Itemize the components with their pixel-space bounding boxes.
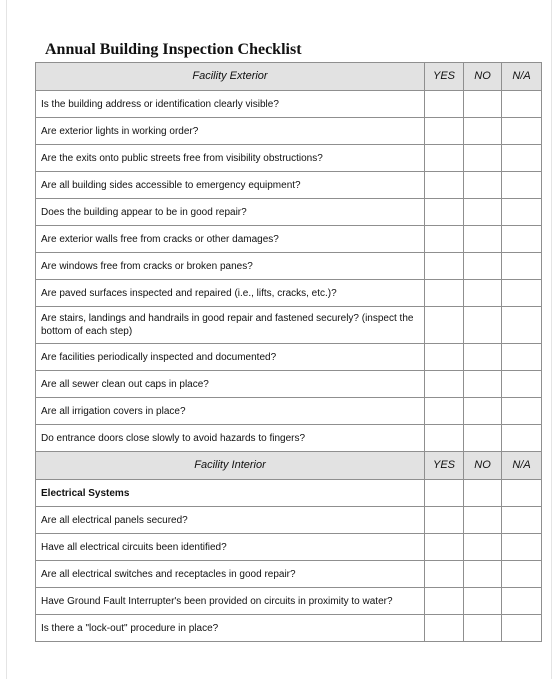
yes-checkbox-cell[interactable] — [425, 280, 464, 307]
na-checkbox-cell[interactable] — [502, 307, 542, 344]
no-checkbox-cell[interactable] — [464, 91, 502, 118]
yes-checkbox-cell[interactable] — [425, 344, 464, 371]
yes-checkbox-cell[interactable] — [425, 534, 464, 561]
question-text: Do entrance doors close slowly to avoid hazards to fingers? — [36, 425, 425, 452]
subsection-title: Electrical Systems — [36, 480, 425, 507]
checklist-row — [36, 307, 542, 344]
na-checkbox-cell[interactable] — [502, 398, 542, 425]
checklist-row — [36, 91, 542, 118]
yes-checkbox-cell[interactable] — [425, 307, 464, 344]
section-title: Facility Exterior — [36, 63, 425, 91]
no-checkbox-cell[interactable] — [464, 534, 502, 561]
question-text: Are all electrical switches and receptacles in good repair? — [36, 561, 425, 588]
no-checkbox-cell[interactable] — [464, 425, 502, 452]
question-text: Are stairs, landings and handrails in good repair and fastened securely? (inspect the bottom of each step) — [36, 307, 425, 344]
na-checkbox-cell[interactable] — [502, 344, 542, 371]
na-checkbox-cell[interactable] — [502, 371, 542, 398]
question-text: Does the building appear to be in good repair? — [36, 199, 425, 226]
checklist-row — [36, 280, 542, 307]
no-checkbox-cell[interactable] — [464, 280, 502, 307]
question-text: Are all sewer clean out caps in place? — [36, 371, 425, 398]
no-checkbox-cell[interactable] — [464, 253, 502, 280]
na-checkbox-cell[interactable] — [502, 561, 542, 588]
no-checkbox-cell[interactable] — [464, 118, 502, 145]
question-text: Is the building address or identification clearly visible? — [36, 91, 425, 118]
na-checkbox-cell[interactable] — [502, 507, 542, 534]
question-text: Are facilities periodically inspected and documented? — [36, 344, 425, 371]
checklist-row — [36, 615, 542, 642]
checklist-row — [36, 226, 542, 253]
na-checkbox-cell[interactable] — [502, 588, 542, 615]
na-checkbox-cell[interactable] — [502, 118, 542, 145]
no-checkbox-cell[interactable] — [464, 145, 502, 172]
no-checkbox-cell[interactable] — [464, 371, 502, 398]
question-text: Are windows free from cracks or broken panes? — [36, 253, 425, 280]
section-title: Facility Interior — [36, 452, 425, 480]
yes-checkbox-cell[interactable] — [425, 226, 464, 253]
checklist-row — [36, 425, 542, 452]
question-text: Are exterior walls free from cracks or other damages? — [36, 226, 425, 253]
no-checkbox-cell[interactable] — [464, 480, 502, 507]
subsection-row — [36, 480, 542, 507]
checklist-row — [36, 588, 542, 615]
na-checkbox-cell[interactable] — [502, 534, 542, 561]
no-checkbox-cell[interactable] — [464, 398, 502, 425]
no-checkbox-cell[interactable] — [464, 507, 502, 534]
no-checkbox-cell[interactable] — [464, 226, 502, 253]
na-checkbox-cell[interactable] — [502, 280, 542, 307]
checklist-row — [36, 398, 542, 425]
no-checkbox-cell[interactable] — [464, 172, 502, 199]
na-checkbox-cell[interactable] — [502, 91, 542, 118]
no-column-header: NO — [464, 63, 502, 91]
checklist-table — [35, 62, 542, 642]
na-checkbox-cell[interactable] — [502, 615, 542, 642]
no-checkbox-cell[interactable] — [464, 307, 502, 344]
yes-column-header: YES — [425, 452, 464, 480]
question-text: Are all electrical panels secured? — [36, 507, 425, 534]
no-checkbox-cell[interactable] — [464, 344, 502, 371]
yes-checkbox-cell[interactable] — [425, 507, 464, 534]
document-title: Annual Building Inspection Checklist — [45, 41, 302, 58]
checklist-row — [36, 253, 542, 280]
question-text: Is there a "lock-out" procedure in place? — [36, 615, 425, 642]
yes-checkbox-cell[interactable] — [425, 118, 464, 145]
yes-column-header: YES — [425, 63, 464, 91]
na-checkbox-cell[interactable] — [502, 480, 542, 507]
na-column-header: N/A — [502, 63, 542, 91]
question-text: Are all building sides accessible to emergency equipment? — [36, 172, 425, 199]
yes-checkbox-cell[interactable] — [425, 398, 464, 425]
yes-checkbox-cell[interactable] — [425, 425, 464, 452]
yes-checkbox-cell[interactable] — [425, 371, 464, 398]
no-checkbox-cell[interactable] — [464, 199, 502, 226]
checklist-row — [36, 172, 542, 199]
checklist-row — [36, 145, 542, 172]
yes-checkbox-cell[interactable] — [425, 561, 464, 588]
yes-checkbox-cell[interactable] — [425, 91, 464, 118]
checklist-row — [36, 199, 542, 226]
checklist-row — [36, 561, 542, 588]
na-checkbox-cell[interactable] — [502, 253, 542, 280]
no-checkbox-cell[interactable] — [464, 561, 502, 588]
checklist-row — [36, 344, 542, 371]
checklist-row — [36, 534, 542, 561]
checklist-row — [36, 371, 542, 398]
document-page — [6, 0, 552, 679]
yes-checkbox-cell[interactable] — [425, 588, 464, 615]
yes-checkbox-cell[interactable] — [425, 615, 464, 642]
na-checkbox-cell[interactable] — [502, 425, 542, 452]
na-checkbox-cell[interactable] — [502, 172, 542, 199]
na-checkbox-cell[interactable] — [502, 199, 542, 226]
yes-checkbox-cell[interactable] — [425, 145, 464, 172]
checklist-row — [36, 118, 542, 145]
no-column-header: NO — [464, 452, 502, 480]
na-checkbox-cell[interactable] — [502, 226, 542, 253]
na-column-header: N/A — [502, 452, 542, 480]
question-text: Have Ground Fault Interrupter's been provided on circuits in proximity to water? — [36, 588, 425, 615]
checklist-row — [36, 507, 542, 534]
no-checkbox-cell[interactable] — [464, 615, 502, 642]
question-text: Are paved surfaces inspected and repaired (i.e., lifts, cracks, etc.)? — [36, 280, 425, 307]
section-header-exterior — [36, 63, 542, 91]
yes-checkbox-cell[interactable] — [425, 480, 464, 507]
no-checkbox-cell[interactable] — [464, 588, 502, 615]
yes-checkbox-cell[interactable] — [425, 199, 464, 226]
na-checkbox-cell[interactable] — [502, 145, 542, 172]
question-text: Are exterior lights in working order? — [36, 118, 425, 145]
section-header-interior — [36, 452, 542, 480]
question-text: Have all electrical circuits been identified? — [36, 534, 425, 561]
question-text: Are the exits onto public streets free from visibility obstructions? — [36, 145, 425, 172]
yes-checkbox-cell[interactable] — [425, 172, 464, 199]
yes-checkbox-cell[interactable] — [425, 253, 464, 280]
question-text: Are all irrigation covers in place? — [36, 398, 425, 425]
